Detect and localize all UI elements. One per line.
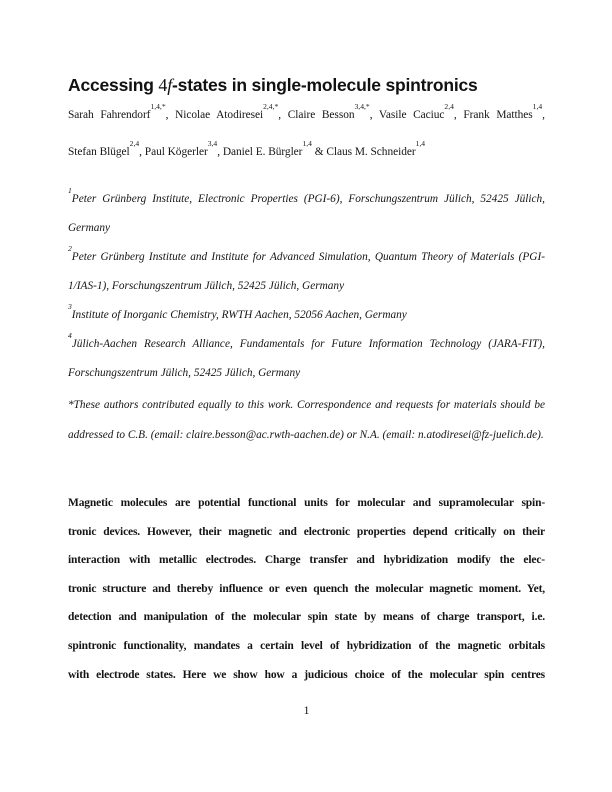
author-superscript: 2,4,* (263, 102, 279, 112)
author-line: Stefan Blügel$^{2,4}$, Paul Kögerler$^{3,4}$, Daniel E. Bürgler$^{1,4}$ & Claus M. Schneider$^{1,4}$ (68, 139, 426, 158)
author-name: Claire Besson (287, 109, 355, 121)
author-name: Vasile Caciuc (378, 109, 445, 121)
affiliation-superscript: 2 (68, 244, 72, 254)
author-name: Frank Matthes (463, 109, 533, 121)
affiliation-text: Jülich-Aachen Research Alliance, Fundamentals for Future Information Technology (JARA-FIT), Forschungszentrum Jülich, 52425 Jülich, Germany (68, 338, 545, 379)
author-superscript: 3,4 (207, 139, 218, 149)
affiliation-superscript: 1 (68, 186, 72, 196)
author-list (68, 97, 545, 171)
title-text-pre: Accessing (68, 74, 159, 95)
abstract-line: spintronic functionality, mandates a certain level of hybridization of the magnetic orbitals (68, 639, 545, 652)
affiliation-superscript: 3 (68, 302, 72, 312)
title-math-variable: f (167, 74, 173, 95)
affiliation-text: Peter Grünberg Institute, Electronic Properties (PGI-6), Forschungszentrum Jülich, 52425 Jülich, Germany (68, 193, 545, 234)
author-name: Paul Kögerler (144, 146, 208, 158)
author-superscript: 1,4 (415, 139, 426, 149)
affiliation-list (68, 185, 545, 388)
page-number: 1 (303, 703, 310, 717)
affiliation-text: Institute of Inorganic Chemistry, RWTH Aachen, 52056 Aachen, Germany (71, 309, 407, 321)
abstract-line: tronic structure and thereby influence or even quench the molecular magnetic moment. Yet, (68, 582, 545, 595)
author-superscript: 1,4,* (150, 102, 166, 112)
author-name: Daniel E. Bürgler (222, 146, 303, 158)
affiliation-superscript: 4 (68, 331, 72, 341)
page-title (68, 75, 568, 96)
author-superscript: 2,4 (444, 102, 454, 112)
correspondence-note: *These authors contributed equally to this work. Correspondence and requests for materials should be addressed to C.B. (email: claire.besson@ac.rwth-aachen.de) or N.A. (email: n.atodiresei@fz-juelich.de). (68, 399, 545, 441)
affiliation (68, 185, 545, 243)
affiliation (68, 301, 545, 330)
title-text-post: -states in single-molecule spintronics (172, 74, 478, 95)
author-superscript: 1,4 (532, 102, 543, 112)
abstract-paragraph (68, 489, 545, 689)
author-name: Claus M. Schneider (326, 146, 416, 158)
author-name: Stefan Blügel (68, 146, 130, 158)
affiliation (68, 243, 545, 301)
abstract-line: detection and manipulation of the molecular spin state by means of charge transport, i.e. (68, 611, 545, 624)
author-name: Sarah Fahrendorf (68, 109, 151, 121)
abstract-line: Magnetic molecules are potential functional units for molecular and supramolecular spin- (68, 497, 545, 509)
abstract-line: tronic devices. However, their magnetic and electronic properties depend critically on their (68, 525, 545, 538)
abstract-line: with electrode states. Here we show how a judicious choice of the molecular spin centres (68, 668, 545, 681)
affiliation (68, 330, 545, 388)
author-name: Nicolae Atodiresei (175, 109, 264, 121)
abstract-line: interaction with metallic electrodes. Charge transfer and hybridization modify the elec- (68, 554, 545, 567)
author-line: Sarah Fahrendorf$^{1,4,*}$, Nicolae Atodiresei$^{2,4,*}$, Claire Besson$^{3,4,*}$, Vasile Caciuc$^{2,4}$, Frank Matthes$^{1,4}$, (68, 102, 545, 121)
author-superscript: 3,4,* (354, 102, 370, 112)
author-superscript: 2,4 (129, 139, 140, 149)
affiliation-text: Peter Grünberg Institute and Institute for Advanced Simulation, Quantum Theory of Materials (PGI-1/IAS-1), Forschungszentrum Jülich, 52425 Jülich, Germany (68, 251, 545, 292)
title-math-number: 4 (158, 74, 168, 95)
author-superscript: 1,4 (302, 139, 312, 149)
